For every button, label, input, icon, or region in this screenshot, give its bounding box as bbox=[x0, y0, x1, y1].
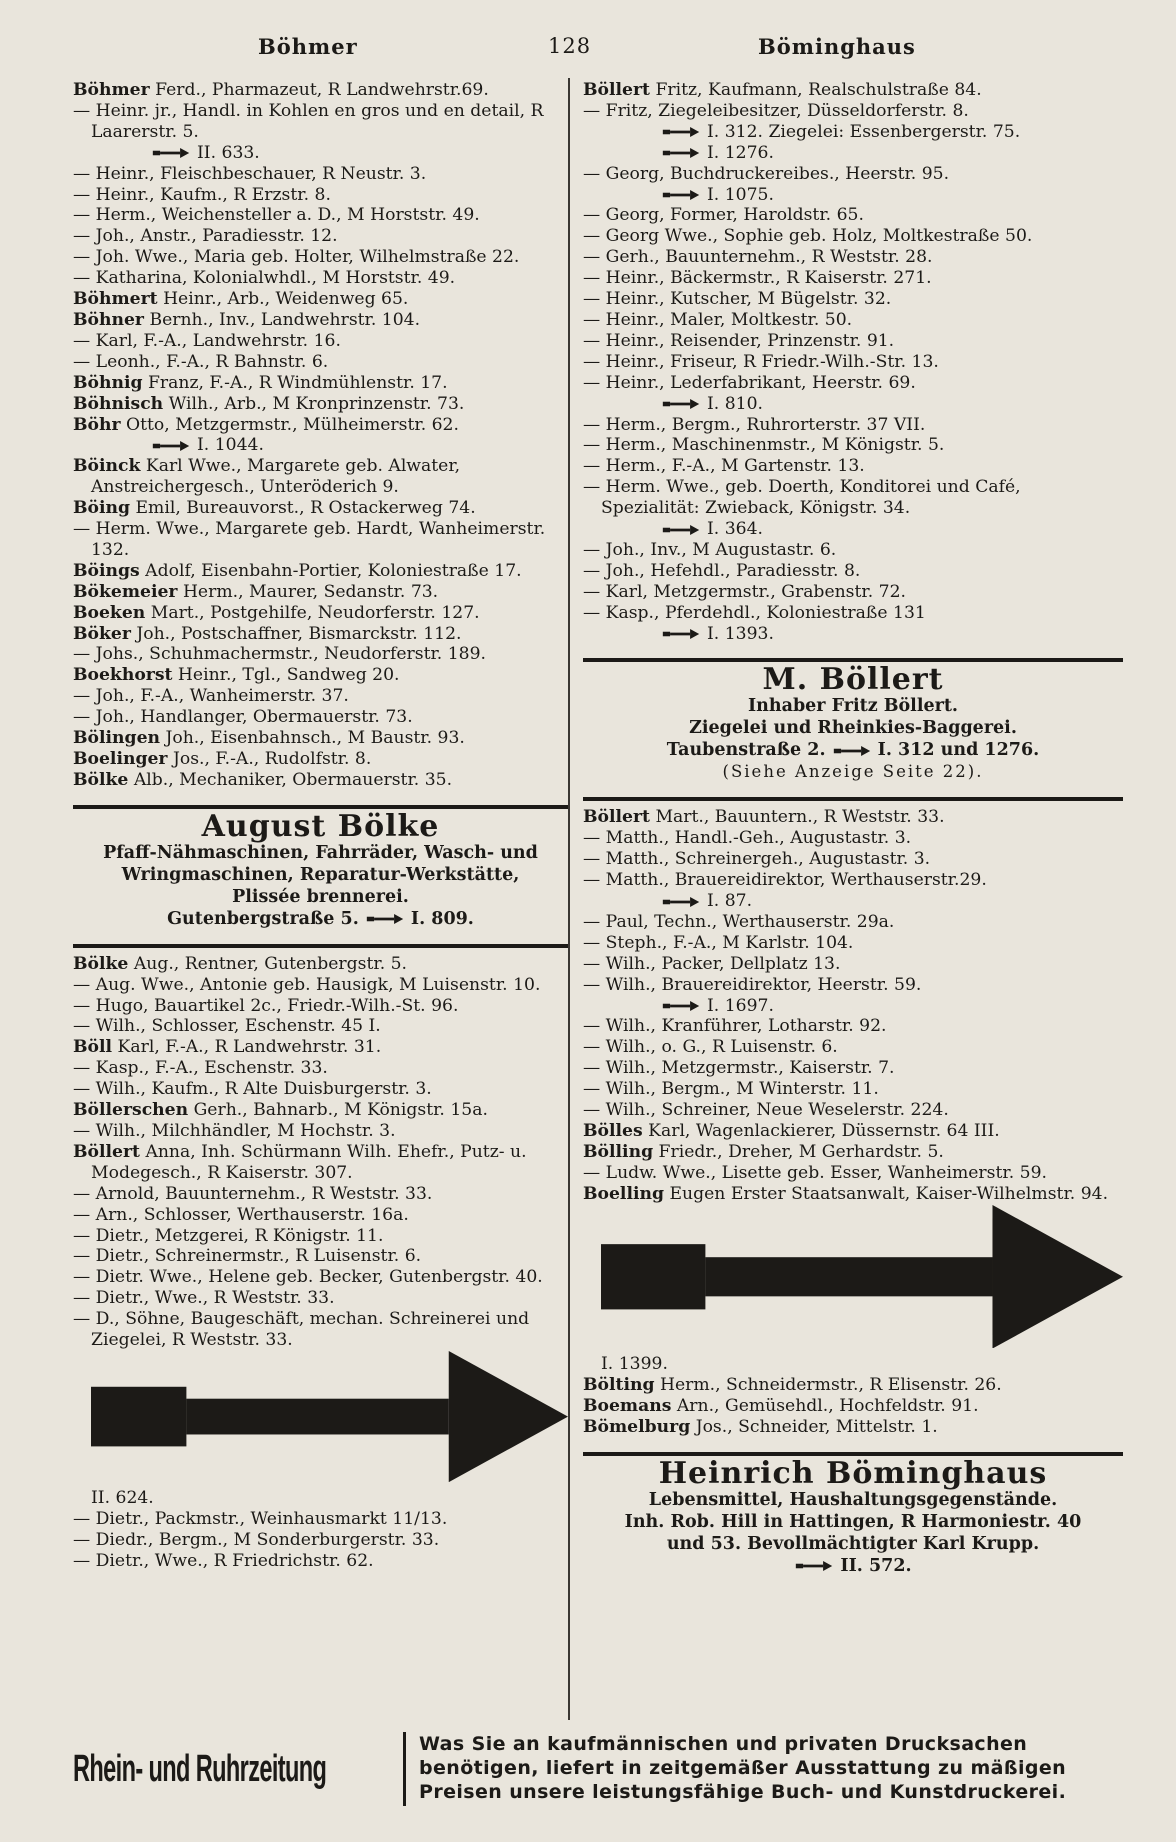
directory-entry bbox=[583, 933, 1123, 954]
entry-phone-line bbox=[601, 519, 1123, 540]
entry-text: — Herm., F.-A., M Gartenstr. 13. bbox=[583, 456, 865, 477]
entry-text: Adolf, Eisenbahn-Portier, Koloniestraße 17. bbox=[139, 560, 522, 581]
directory-entry bbox=[583, 247, 1123, 268]
entry-surname: Böllert bbox=[583, 807, 650, 828]
entry-text: — Hugo, Bauartikel 2c., Friedr.-Wilh.-St. 96. bbox=[73, 995, 459, 1016]
advert-line bbox=[73, 908, 568, 930]
entry-text: Gerh., Bahnarb., M Königstr. 15a. bbox=[188, 1100, 488, 1121]
advert-line: und 53. Bevollmächtigter Karl Krupp. bbox=[666, 1533, 1040, 1554]
directory-entry bbox=[73, 1267, 568, 1288]
directory-entry bbox=[73, 707, 568, 728]
entry-surname: Boelinger bbox=[73, 749, 168, 769]
entry-phone-line bbox=[91, 143, 568, 164]
entry-text: Mart., Bauuntern., R Weststr. 33. bbox=[649, 807, 945, 828]
directory-entry bbox=[583, 1163, 1123, 1184]
entry-phone: I. 1399. bbox=[601, 1354, 668, 1375]
entry-text: — Wilh., Kaufm., R Alte Duisburgerstr. 3. bbox=[73, 1079, 432, 1100]
directory-entry bbox=[583, 101, 1123, 164]
telephone-icon bbox=[661, 1001, 701, 1011]
directory-entry bbox=[73, 1037, 568, 1058]
entry-text: — Wilh., Metzgermstr., Kaiserstr. 7. bbox=[583, 1058, 895, 1079]
entry-text: — Herm., Bergm., Ruhrorterstr. 37 VII. bbox=[583, 414, 926, 435]
advert-line: Wringmaschinen, Reparatur-Werkstätte, bbox=[121, 864, 520, 885]
entry-text: — Wilh., o. G., R Luisenstr. 6. bbox=[583, 1037, 838, 1058]
entry-surname: Böinck bbox=[73, 456, 141, 477]
directory-entry bbox=[73, 1016, 568, 1037]
entry-phone-line bbox=[91, 435, 568, 456]
entry-text: — Leonh., F.-A., R Bahnstr. 6. bbox=[73, 351, 329, 372]
entry-text: — Heinr., Kaufm., R Erzstr. 8. bbox=[73, 184, 331, 205]
directory-entry bbox=[73, 289, 568, 310]
entry-text: — Dietr., Schreinermstr., R Luisenstr. 6. bbox=[73, 1246, 422, 1267]
telephone-icon bbox=[794, 1561, 834, 1571]
directory-entry bbox=[73, 561, 568, 582]
entry-text: — Georg Wwe., Sophie geb. Holz, Moltkestraße 50. bbox=[583, 226, 1033, 247]
entry-text: Franz, F.-A., R Windmühlenstr. 17. bbox=[142, 372, 448, 393]
entry-text: Heinr., Arb., Weidenweg 65. bbox=[157, 289, 409, 310]
entry-text: — D., Söhne, Baugeschäft, mechan. Schreinerei und Ziegelei, R Weststr. 33. bbox=[73, 1309, 530, 1351]
directory-entry bbox=[583, 415, 1123, 436]
directory-entry bbox=[73, 352, 568, 373]
directory-entry bbox=[73, 268, 568, 289]
entry-text: — Georg, Buchdruckereibes., Heerstr. 95. bbox=[583, 163, 950, 184]
entry-text: — Arnold, Bauunternehm., R Weststr. 33. bbox=[73, 1183, 433, 1204]
entry-text: — Wilh., Brauereidirektor, Heerstr. 59. bbox=[583, 974, 922, 995]
advert-line bbox=[583, 739, 1123, 761]
entry-text: — Aug. Wwe., Antonie geb. Hausigk, M Luisenstr. 10. bbox=[73, 974, 541, 995]
advert-line: Lebensmittel, Haushaltungsgegenstände. bbox=[648, 1489, 1058, 1510]
directory-entry bbox=[73, 456, 568, 498]
entry-phone: I. 1044. bbox=[197, 435, 264, 456]
entry-phone: I. 312. Ziegelei: Essenbergerstr. 75. bbox=[707, 121, 1021, 142]
entry-surname: Bölingen bbox=[73, 728, 160, 749]
advert-note: (Siehe Anzeige Seite 22). bbox=[722, 762, 984, 782]
entry-text: — Dietr., Wwe., R Friedrichstr. 62. bbox=[73, 1550, 374, 1571]
telephone-icon bbox=[661, 127, 701, 137]
entry-surname: Bökemeier bbox=[73, 581, 178, 602]
entry-text: — Joh., Handlanger, Obermauerstr. 73. bbox=[73, 707, 413, 728]
entry-text: — Heinr., Lederfabrikant, Heerstr. 69. bbox=[583, 372, 916, 393]
telephone-icon bbox=[601, 1205, 1123, 1349]
directory-entry bbox=[73, 226, 568, 247]
directory-entry bbox=[583, 1417, 1123, 1438]
entry-text: — Steph., F.-A., M Karlstr. 104. bbox=[583, 932, 854, 953]
footer-divider bbox=[403, 1732, 406, 1806]
entry-text: — Fritz, Ziegeleibesitzer, Düsseldorferstr. 8. bbox=[583, 100, 969, 121]
entry-text: — Herm. Wwe., geb. Doerth, Konditorei und Café, Spezialität: Zwieback, Königstr. 34. bbox=[583, 477, 1021, 519]
telephone-icon bbox=[661, 399, 701, 409]
entry-text: — Karl, Metzgermstr., Grabenstr. 72. bbox=[583, 581, 906, 602]
directory-entry bbox=[73, 1205, 568, 1226]
entry-text: — Ludw. Wwe., Lisette geb. Esser, Wanheimerstr. 59. bbox=[583, 1162, 1047, 1183]
directory-entry bbox=[73, 686, 568, 707]
left-column bbox=[73, 80, 568, 1572]
running-head-left: Böhmer bbox=[258, 34, 358, 59]
entry-text: — Heinr. jr., Handl. in Kohlen en gros und en detail, R Laarerstr. 5. bbox=[73, 100, 544, 142]
directory-entry bbox=[583, 310, 1123, 331]
directory-entry bbox=[583, 352, 1123, 373]
entry-text: Herm., Maurer, Sedanstr. 73. bbox=[177, 581, 439, 602]
advert-line: Plissée brennerei. bbox=[232, 886, 409, 907]
directory-entry bbox=[73, 1246, 568, 1267]
directory-entry bbox=[73, 498, 568, 519]
entry-phone-line bbox=[601, 185, 1123, 206]
entry-surname: Böings bbox=[73, 560, 140, 581]
directory-entry bbox=[73, 644, 568, 665]
column-divider bbox=[568, 78, 570, 1720]
entry-text: — Kasp., Pferdehdl., Koloniestraße 131 bbox=[583, 602, 926, 623]
entry-text: — Matth., Handl.-Geh., Augustastr. 3. bbox=[583, 828, 912, 849]
directory-entry bbox=[583, 1058, 1123, 1079]
directory-entry bbox=[583, 849, 1123, 870]
entry-text: Jos., Schneider, Mittelstr. 1. bbox=[690, 1416, 938, 1437]
directory-entry bbox=[73, 954, 568, 975]
entry-text: — Dietr., Packmstr., Weinhausmarkt 11/13. bbox=[73, 1508, 448, 1529]
entry-surname: Bömelburg bbox=[583, 1416, 691, 1437]
telephone-icon bbox=[151, 148, 191, 158]
directory-entry bbox=[583, 975, 1123, 1017]
directory-entry bbox=[583, 477, 1123, 540]
entry-text: Otto, Metzgermstr., Mülheimerstr. 62. bbox=[120, 414, 459, 435]
entry-text: Heinr., Tgl., Sandweg 20. bbox=[172, 665, 400, 686]
entry-text: — Heinr., Friseur, R Friedr.-Wilh.-Str. 13. bbox=[583, 351, 939, 372]
advert-line: Inh. Rob. Hill in Hattingen, R Harmoniestr. 40 bbox=[624, 1511, 1082, 1532]
entry-surname: Boelling bbox=[583, 1183, 665, 1204]
newspaper-logo: Rhein- und Ruhrzeitung bbox=[73, 1748, 327, 1790]
directory-entry bbox=[73, 996, 568, 1017]
entry-text: Bernh., Inv., Landwehrstr. 104. bbox=[143, 309, 421, 330]
entry-phone-line bbox=[601, 143, 1123, 164]
entry-surname: Boemans bbox=[583, 1395, 672, 1416]
entry-text: Friedr., Dreher, M Gerhardstr. 5. bbox=[653, 1141, 944, 1162]
page-number: 128 bbox=[548, 34, 592, 58]
directory-entry bbox=[583, 828, 1123, 849]
right-entries-1 bbox=[583, 80, 1123, 644]
entry-text: Wilh., Arb., M Kronprinzenstr. 73. bbox=[163, 393, 465, 414]
directory-entry bbox=[73, 415, 568, 457]
directory-entry bbox=[583, 226, 1123, 247]
entry-text: Jos., F.-A., Rudolfstr. 8. bbox=[167, 749, 372, 769]
entry-text: — Wilh., Milchhändler, M Hochstr. 3. bbox=[73, 1120, 396, 1141]
entry-text: — Herm. Wwe., Margarete geb. Hardt, Wanheimerstr. 132. bbox=[73, 519, 546, 560]
directory-entry bbox=[73, 1058, 568, 1079]
entry-text: Herm., Schneidermstr., R Elisenstr. 26. bbox=[654, 1374, 1002, 1395]
advert-phone: I. 312 und 1276. bbox=[877, 740, 1040, 761]
entry-surname: Böing bbox=[73, 498, 131, 519]
entry-text: — Joh. Wwe., Maria geb. Holter, Wilhelmstraße 22. bbox=[73, 247, 520, 268]
directory-entry bbox=[583, 373, 1123, 415]
directory-entry bbox=[73, 1226, 568, 1247]
directory-entry bbox=[73, 164, 568, 185]
advert-line: Ziegelei und Rheinkies-Baggerei. bbox=[689, 718, 1017, 739]
entry-text: Alb., Mechaniker, Obermauerstr. 35. bbox=[128, 769, 453, 790]
directory-entry bbox=[583, 807, 1123, 828]
directory-entry bbox=[73, 582, 568, 603]
advert-title: August Bölke bbox=[201, 808, 440, 844]
telephone-icon bbox=[661, 190, 701, 200]
entry-text: Fritz, Kaufmann, Realschulstraße 84. bbox=[649, 80, 982, 100]
advert-heinrich-boeminghaus bbox=[583, 1455, 1123, 1577]
footer-text: Was Sie an kaufmännischen und privaten Drucksachen benötigen, liefert in zeitgemäßer Ausstattung zu mäßigen Preisen unsere leistungsfähige Buch- und Kunstdruckerei. bbox=[419, 1733, 1067, 1803]
advert-address: Taubenstraße 2. bbox=[666, 740, 826, 761]
entry-text: — Joh., Hefehdl., Paradiesstr. 8. bbox=[583, 560, 861, 581]
entry-text: — Herm., Weichensteller a. D., M Horststr. 49. bbox=[73, 205, 480, 226]
entry-phone-line bbox=[601, 891, 1123, 912]
advert-address: Gutenbergstraße 5. bbox=[167, 908, 359, 929]
entry-surname: Böllerschen bbox=[73, 1100, 189, 1121]
entry-surname: Bölke bbox=[73, 953, 129, 974]
telephone-icon bbox=[91, 1351, 568, 1482]
directory-entry bbox=[583, 912, 1123, 933]
entry-text: — Joh., Inv., M Augustastr. 6. bbox=[583, 539, 837, 560]
entry-phone: I. 1697. bbox=[707, 995, 774, 1016]
entry-text: Karl Wwe., Margarete geb. Alwater, Anstreichergesch., Unteröderich 9. bbox=[91, 456, 461, 498]
entry-text: — Gerh., Bauunternehm., R Weststr. 28. bbox=[583, 247, 933, 268]
telephone-icon bbox=[661, 148, 701, 158]
directory-entry bbox=[73, 603, 568, 624]
entry-text: Anna, Inh. Schürmann Wilh. Ehefr., Putz- u. Modegesch., R Kaiserstr. 307. bbox=[91, 1141, 527, 1183]
entry-text: Eugen Erster Staatsanwalt, Kaiser-Wilhelmstr. 94. bbox=[664, 1183, 1109, 1204]
directory-entry bbox=[73, 728, 568, 749]
entry-text: — Karl, F.-A., Landwehrstr. 16. bbox=[73, 330, 341, 351]
entry-text: Ferd., Pharmazeut, R Landwehrstr.69. bbox=[149, 80, 489, 100]
directory-entry bbox=[583, 331, 1123, 352]
entry-text: Mart., Postgehilfe, Neudorferstr. 127. bbox=[145, 602, 480, 623]
directory-entry bbox=[73, 331, 568, 352]
entry-phone: I. 87. bbox=[707, 891, 753, 911]
right-entries-2 bbox=[583, 807, 1123, 1437]
entry-text: — Matth., Brauereidirektor, Werthauserstr.29. bbox=[583, 870, 987, 891]
advert-phone: II. 572. bbox=[840, 1555, 912, 1576]
entry-surname: Böllert bbox=[583, 80, 650, 100]
entry-surname: Böhner bbox=[73, 309, 144, 330]
entry-phone-line bbox=[601, 996, 1123, 1017]
entry-surname: Boeken bbox=[73, 602, 146, 623]
ad-rule-bottom bbox=[73, 944, 568, 948]
directory-entry bbox=[73, 975, 568, 996]
directory-entry bbox=[73, 1100, 568, 1121]
right-column bbox=[583, 80, 1123, 1577]
entry-text: — Dietr. Wwe., Helene geb. Becker, Gutenbergstr. 40. bbox=[73, 1267, 543, 1288]
entry-phone-line bbox=[601, 394, 1123, 415]
entry-surname: Bölting bbox=[583, 1374, 655, 1395]
entry-text: — Heinr., Reisender, Prinzenstr. 91. bbox=[583, 330, 895, 351]
directory-entry bbox=[583, 268, 1123, 289]
advert-m-boellert bbox=[583, 662, 1123, 783]
entry-phone-line bbox=[601, 624, 1123, 645]
directory-entry bbox=[73, 1530, 568, 1551]
entry-phone: II. 624. bbox=[91, 1488, 154, 1509]
directory-entry bbox=[583, 1079, 1123, 1100]
directory-entry bbox=[73, 1551, 568, 1572]
directory-entry bbox=[583, 1037, 1123, 1058]
entry-text: Joh., Postschaffner, Bismarckstr. 112. bbox=[130, 623, 462, 644]
entry-text: Karl, F.-A., R Landwehrstr. 31. bbox=[112, 1037, 382, 1058]
entry-surname: Böhmer bbox=[73, 80, 150, 100]
advert-line: Pfaff-Nähmaschinen, Fahrräder, Wasch- und bbox=[103, 842, 538, 863]
entry-text: — Wilh., Schlosser, Eschenstr. 45 I. bbox=[73, 1016, 381, 1037]
entry-surname: Bölke bbox=[73, 769, 129, 790]
entry-text: — Dietr., Metzgerei, R Königstr. 11. bbox=[73, 1225, 384, 1246]
entry-surname: Boekhorst bbox=[73, 665, 173, 686]
entry-text: — Paul, Techn., Werthauserstr. 29a. bbox=[583, 911, 895, 932]
entry-phone: I. 1075. bbox=[707, 184, 774, 205]
entry-text: — Heinr., Fleischbeschauer, R Neustr. 3. bbox=[73, 163, 427, 184]
directory-entry bbox=[73, 624, 568, 645]
entry-text: Joh., Eisenbahnsch., M Baustr. 93. bbox=[160, 728, 465, 749]
entry-text: Aug., Rentner, Gutenbergstr. 5. bbox=[128, 953, 408, 974]
directory-entry bbox=[73, 665, 568, 686]
entry-text: Karl, Wagenlackierer, Düssernstr. 64 III. bbox=[642, 1120, 1000, 1141]
entry-surname: Böhr bbox=[73, 414, 121, 435]
directory-entry bbox=[583, 1184, 1123, 1375]
entry-phone: I. 1393. bbox=[707, 623, 774, 644]
directory-entry bbox=[583, 561, 1123, 582]
directory-entry bbox=[73, 1184, 568, 1205]
directory-entry bbox=[583, 540, 1123, 561]
directory-entry bbox=[583, 1142, 1123, 1163]
entry-phone-line bbox=[601, 122, 1123, 143]
telephone-icon bbox=[832, 746, 872, 756]
directory-entry bbox=[583, 1100, 1123, 1121]
entry-text: — Dietr., Wwe., R Weststr. 33. bbox=[73, 1288, 335, 1309]
entry-text: — Heinr., Bäckermstr., R Kaiserstr. 271. bbox=[583, 268, 932, 289]
telephone-icon bbox=[365, 914, 405, 924]
directory-entry bbox=[583, 456, 1123, 477]
entry-text: — Wilh., Schreiner, Neue Weselerstr. 224. bbox=[583, 1100, 949, 1121]
directory-entry bbox=[73, 394, 568, 415]
advert-line: Inhaber Fritz Böllert. bbox=[747, 696, 959, 717]
entry-text: — Johs., Schuhmachermstr., Neudorferstr. 189. bbox=[73, 644, 486, 665]
directory-entry bbox=[583, 80, 1123, 101]
entry-phone: I. 810. bbox=[707, 393, 763, 414]
directory-entry bbox=[583, 435, 1123, 456]
advert-line bbox=[583, 1555, 1123, 1577]
telephone-icon bbox=[661, 525, 701, 535]
entry-text: — Kasp., F.-A., Eschenstr. 33. bbox=[73, 1058, 328, 1079]
directory-entry bbox=[583, 1016, 1123, 1037]
directory-entry bbox=[583, 582, 1123, 603]
directory-entry bbox=[583, 1375, 1123, 1396]
telephone-icon bbox=[661, 897, 701, 907]
entry-text: — Heinr., Maler, Moltkestr. 50. bbox=[583, 309, 853, 330]
entry-text: — Wilh., Packer, Dellplatz 13. bbox=[583, 953, 841, 974]
directory-entry bbox=[73, 1142, 568, 1184]
directory-entry bbox=[583, 1121, 1123, 1142]
entry-surname: Böllert bbox=[73, 1141, 140, 1162]
entry-surname: Böll bbox=[73, 1037, 113, 1058]
directory-entry bbox=[73, 101, 568, 164]
entry-surname: Bölles bbox=[583, 1120, 643, 1141]
entry-text: — Diedr., Bergm., M Sonderburgerstr. 33. bbox=[73, 1529, 440, 1550]
entry-text: Emil, Bureauvorst., R Ostackerweg 74. bbox=[130, 498, 476, 519]
entry-text: Arn., Gemüsehdl., Hochfeldstr. 91. bbox=[671, 1395, 979, 1416]
entry-text: — Herm., Maschinenmstr., M Königstr. 5. bbox=[583, 435, 945, 456]
directory-entry bbox=[583, 1396, 1123, 1417]
telephone-icon bbox=[661, 629, 701, 639]
advert-phone: I. 809. bbox=[410, 908, 474, 929]
directory-entry bbox=[73, 1509, 568, 1530]
entry-surname: Bölling bbox=[583, 1141, 654, 1162]
left-entries-1 bbox=[73, 80, 568, 791]
entry-phone: II. 633. bbox=[197, 142, 260, 163]
directory-entry bbox=[583, 205, 1123, 226]
directory-entry bbox=[73, 1121, 568, 1142]
telephone-icon bbox=[151, 441, 191, 451]
directory-entry bbox=[583, 870, 1123, 912]
entry-text: — Joh., Anstr., Paradiesstr. 12. bbox=[73, 226, 338, 247]
entry-text: — Wilh., Kranführer, Lotharstr. 92. bbox=[583, 1016, 887, 1037]
directory-entry bbox=[73, 185, 568, 206]
left-entries-2 bbox=[73, 954, 568, 1572]
directory-entry bbox=[73, 770, 568, 791]
directory-entry bbox=[73, 1309, 568, 1509]
directory-entry bbox=[73, 519, 568, 561]
directory-entry bbox=[583, 603, 1123, 645]
entry-text: — Heinr., Kutscher, M Bügelstr. 32. bbox=[583, 289, 892, 310]
directory-entry bbox=[73, 247, 568, 268]
ad-rule-bottom bbox=[583, 797, 1123, 801]
entry-text: — Arn., Schlosser, Werthauserstr. 16a. bbox=[73, 1204, 409, 1225]
running-head-right: Böminghaus bbox=[758, 34, 916, 59]
entry-text: — Wilh., Bergm., M Winterstr. 11. bbox=[583, 1079, 879, 1100]
directory-entry bbox=[73, 310, 568, 331]
directory-entry bbox=[73, 80, 568, 101]
entry-surname: Böhnig bbox=[73, 372, 143, 393]
advert-august-boelke bbox=[73, 808, 568, 930]
directory-entry bbox=[73, 1079, 568, 1100]
directory-entry bbox=[583, 289, 1123, 310]
advert-title: Heinrich Böminghaus bbox=[658, 1455, 1048, 1491]
directory-entry bbox=[73, 373, 568, 394]
entry-text: — Georg, Former, Haroldstr. 65. bbox=[583, 205, 864, 226]
entry-surname: Böker bbox=[73, 623, 131, 644]
entry-text: — Joh., F.-A., Wanheimerstr. 37. bbox=[73, 686, 349, 707]
directory-entry bbox=[73, 749, 568, 770]
directory-entry bbox=[73, 205, 568, 226]
entry-surname: Böhnisch bbox=[73, 393, 164, 414]
entry-text: — Matth., Schreinergeh., Augustastr. 3. bbox=[583, 849, 931, 870]
entry-phone: I. 364. bbox=[707, 519, 763, 540]
entry-surname: Böhmert bbox=[73, 289, 158, 310]
directory-entry bbox=[73, 1288, 568, 1309]
entry-phone: I. 1276. bbox=[707, 142, 774, 163]
directory-entry bbox=[583, 164, 1123, 206]
advert-title: M. Böllert bbox=[762, 662, 944, 698]
directory-entry bbox=[583, 954, 1123, 975]
entry-text: — Katharina, Kolonialwhdl., M Horststr. 49. bbox=[73, 268, 456, 289]
footer-advert bbox=[73, 1730, 1123, 1810]
